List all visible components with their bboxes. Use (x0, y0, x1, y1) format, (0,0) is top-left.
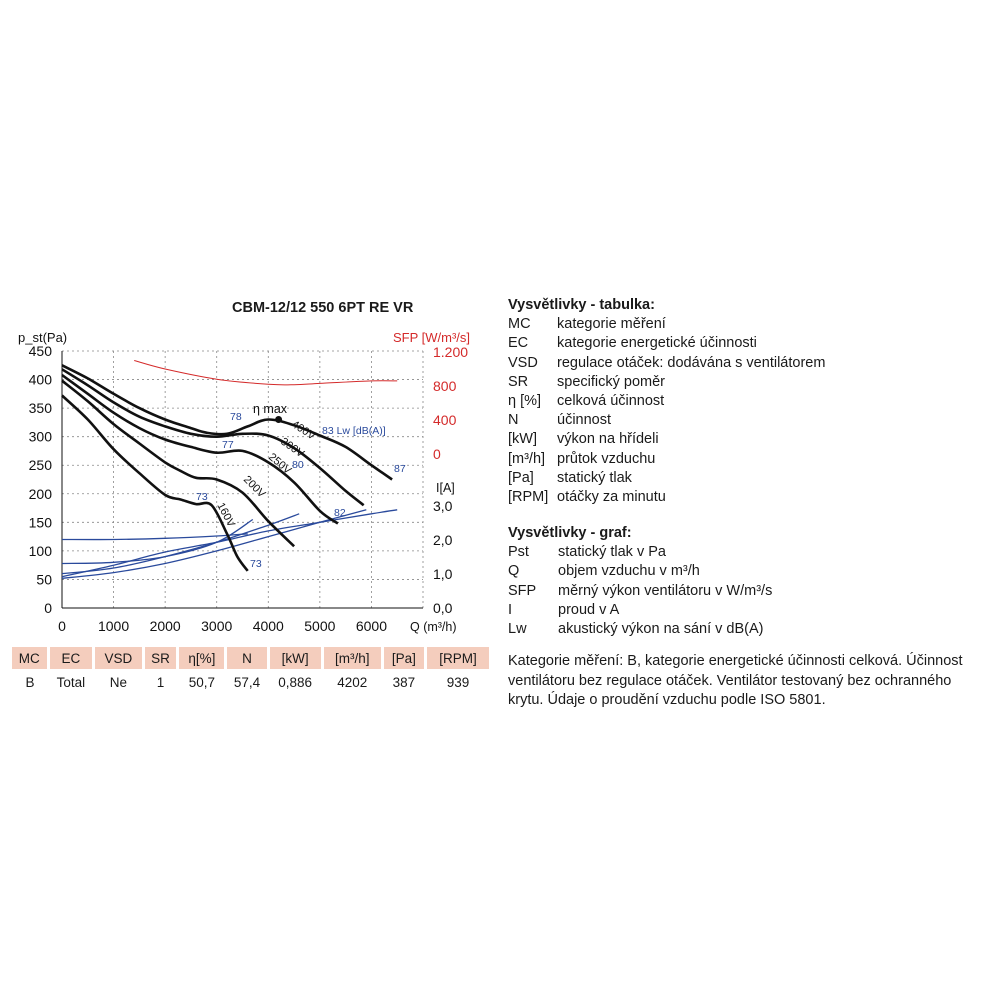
current-tick-label: 2,0 (433, 532, 453, 548)
spec-value-cell: B (25, 674, 35, 690)
sound-level-label: 73 (196, 491, 208, 503)
sfp-tick-label: 0 (433, 446, 441, 462)
sound-level-label: 77 (222, 439, 234, 451)
spec-table (12, 647, 492, 695)
sound-level-label: 82 (334, 507, 346, 519)
legend-table-abbr: η [%] (508, 393, 542, 410)
x-tick-label: 0 (58, 618, 66, 634)
sfp-tick-label: 800 (433, 378, 457, 394)
legend-table-item (508, 430, 825, 449)
legend-table-desc: výkon na hřídeli (557, 431, 659, 448)
legend-graph-desc: proud v A (558, 601, 620, 618)
y-tick-label: 0 (44, 600, 52, 616)
current-tick-label: 1,0 (433, 566, 453, 582)
sound-level-label: 83 Lw [dB(A)] (322, 425, 386, 437)
voltage-label: 250V (266, 451, 294, 477)
spec-value-cell: 1 (156, 674, 165, 690)
y-tick-label: 300 (28, 428, 52, 445)
voltage-label: 200V (240, 473, 268, 501)
spec-header-cell: [m³/h] (322, 647, 382, 669)
sound-level-label: 80 (292, 459, 304, 471)
legend-table-desc: kategorie měření (557, 316, 666, 333)
legend-table-abbr: MC (508, 316, 531, 333)
x-axis-label: Q (m³/h) (410, 620, 457, 634)
sfp-curve (134, 361, 397, 385)
y-axis-label: p_st(Pa) (18, 330, 68, 345)
legend-table-item (508, 469, 825, 488)
legend-table-item (508, 392, 825, 411)
sound-level-label: 73 (250, 558, 262, 570)
spec-value-cell: 4202 (337, 674, 368, 690)
spec-header-cell: [Pa] (382, 647, 425, 669)
fan-performance-chart (0, 0, 500, 640)
sfp-tick-label: 1.200 (433, 344, 469, 360)
spec-header-cell: [kW] (268, 647, 322, 669)
legend-table-abbr: [m³/h] (508, 450, 546, 467)
current-tick-label: 3,0 (433, 498, 453, 514)
legend-table-abbr: N (508, 412, 519, 429)
legend-graph-item (508, 620, 772, 639)
x-tick-label: 4000 (252, 618, 284, 634)
legend-table-abbr: SR (508, 373, 529, 390)
x-tick-label: 1000 (97, 618, 130, 634)
legend-graph-abbr: Q (508, 563, 520, 580)
legend-graph-desc: měrný výkon ventilátoru v W/m³/s (558, 582, 773, 599)
spec-header-cell: N (226, 647, 268, 669)
legend-table-abbr: EC (508, 335, 529, 352)
legend-table-desc: otáčky za minutu (557, 489, 666, 506)
x-tick-label: 3000 (201, 618, 233, 634)
sound-level-label: 87 (394, 463, 406, 475)
sfp-tick-label: 400 (433, 412, 457, 428)
current-axis-label: I[A] (436, 481, 455, 495)
legend-graph-abbr: Pst (508, 544, 529, 561)
spec-value-cell: 387 (392, 674, 416, 690)
sound-curve (62, 534, 248, 540)
legend-graph-desc: akustický výkon na sání v dB(A) (558, 621, 764, 638)
legend-graph-desc: statický tlak v Pa (558, 544, 666, 561)
legend-table-abbr: [kW] (508, 431, 537, 448)
legend-table-abbr: [RPM] (508, 489, 549, 506)
current-tick-label: 0,0 (433, 600, 453, 616)
spec-header-cell: EC (48, 647, 94, 669)
y-tick-label: 250 (28, 457, 52, 474)
voltage-label: 400V (289, 418, 318, 443)
legend-table-heading: Vysvětlivky - tabulka: (508, 297, 655, 313)
eta-max-label: η max (253, 402, 288, 416)
spec-value-cell: 0,886 (278, 674, 312, 690)
spec-value-cell: 50,7 (188, 674, 216, 690)
legend-table-abbr: [Pa] (508, 469, 534, 486)
legend-table-item (508, 354, 825, 373)
spec-table-values (12, 669, 491, 695)
y-tick-label: 400 (28, 371, 52, 388)
legend-table-item (508, 373, 825, 392)
voltage-label: 160V (214, 500, 238, 530)
legend-graph-item (508, 543, 772, 562)
y-tick-label: 150 (28, 514, 52, 531)
sound-curve (62, 514, 299, 574)
sound-curve (62, 510, 366, 579)
spec-table-header (12, 647, 491, 669)
spec-header-cell: MC (12, 647, 48, 669)
legend-table-item (508, 450, 825, 469)
sfp-axis-label: SFP [W/m³/s] (393, 330, 471, 345)
spec-header-cell: [RPM] (426, 647, 491, 669)
legend-table-desc: specifický poměr (557, 373, 665, 390)
x-tick-label: 5000 (304, 618, 336, 634)
eta-max-point (275, 416, 282, 423)
legend-graph-desc: objem vzduchu v m³/h (558, 563, 700, 580)
y-tick-label: 200 (28, 485, 52, 502)
legend-table-item (508, 488, 825, 507)
legend-table-item (508, 315, 825, 334)
spec-value-cell: Ne (109, 674, 127, 690)
legend-graph-item (508, 562, 772, 581)
legend-table-desc: účinnost (557, 412, 612, 429)
sound-level-label: 78 (230, 411, 242, 423)
legend-graph-abbr: SFP (508, 582, 537, 599)
spec-header-cell: VSD (94, 647, 143, 669)
spec-header-cell: SR (143, 647, 178, 669)
legend-table-item (508, 411, 825, 430)
legend-table-desc: průtok vzduchu (557, 450, 656, 467)
legend-graph-section (508, 524, 772, 639)
legend-graph-abbr: I (508, 601, 513, 618)
spec-value-cell: Total (56, 674, 86, 690)
legend-table-desc: statický tlak (557, 469, 632, 486)
legend-graph-item (508, 601, 772, 620)
legend-graph-heading: Vysvětlivky - graf: (508, 525, 632, 541)
legend-table-section (508, 296, 825, 507)
voltage-label: 300V (278, 435, 307, 461)
chart-title: CBM-12/12 550 6PT RE VR (232, 300, 414, 316)
legend-table-desc: regulace otáček: dodávána s ventilátorem (557, 354, 826, 371)
legend-table-desc: celková účinnost (557, 393, 665, 410)
x-tick-label: 2000 (149, 618, 181, 634)
legend-table-item (508, 334, 825, 353)
y-tick-label: 100 (28, 542, 52, 559)
x-tick-label: 6000 (355, 618, 388, 634)
legend-table-abbr: VSD (508, 354, 538, 371)
spec-header-cell: η[%] (178, 647, 226, 669)
legend-graph-item (508, 582, 772, 601)
y-tick-label: 350 (28, 400, 52, 417)
legend-table-desc: kategorie energetické účinnosti (557, 335, 757, 352)
y-tick-label: 50 (36, 571, 52, 588)
measurement-note: Kategorie měření: B, kategorie energetické účinnosti celková. Účinnost ventilátoru bez regulace otáček. Ventilátor testovaný bez ochranného krytu. Údaje o proudění vzduchu podle ISO 5801. (508, 653, 963, 708)
spec-value-cell: 939 (446, 674, 470, 690)
spec-value-cell: 57,4 (233, 674, 261, 690)
legend-graph-abbr: Lw (508, 621, 527, 638)
y-tick-label: 450 (28, 343, 52, 359)
